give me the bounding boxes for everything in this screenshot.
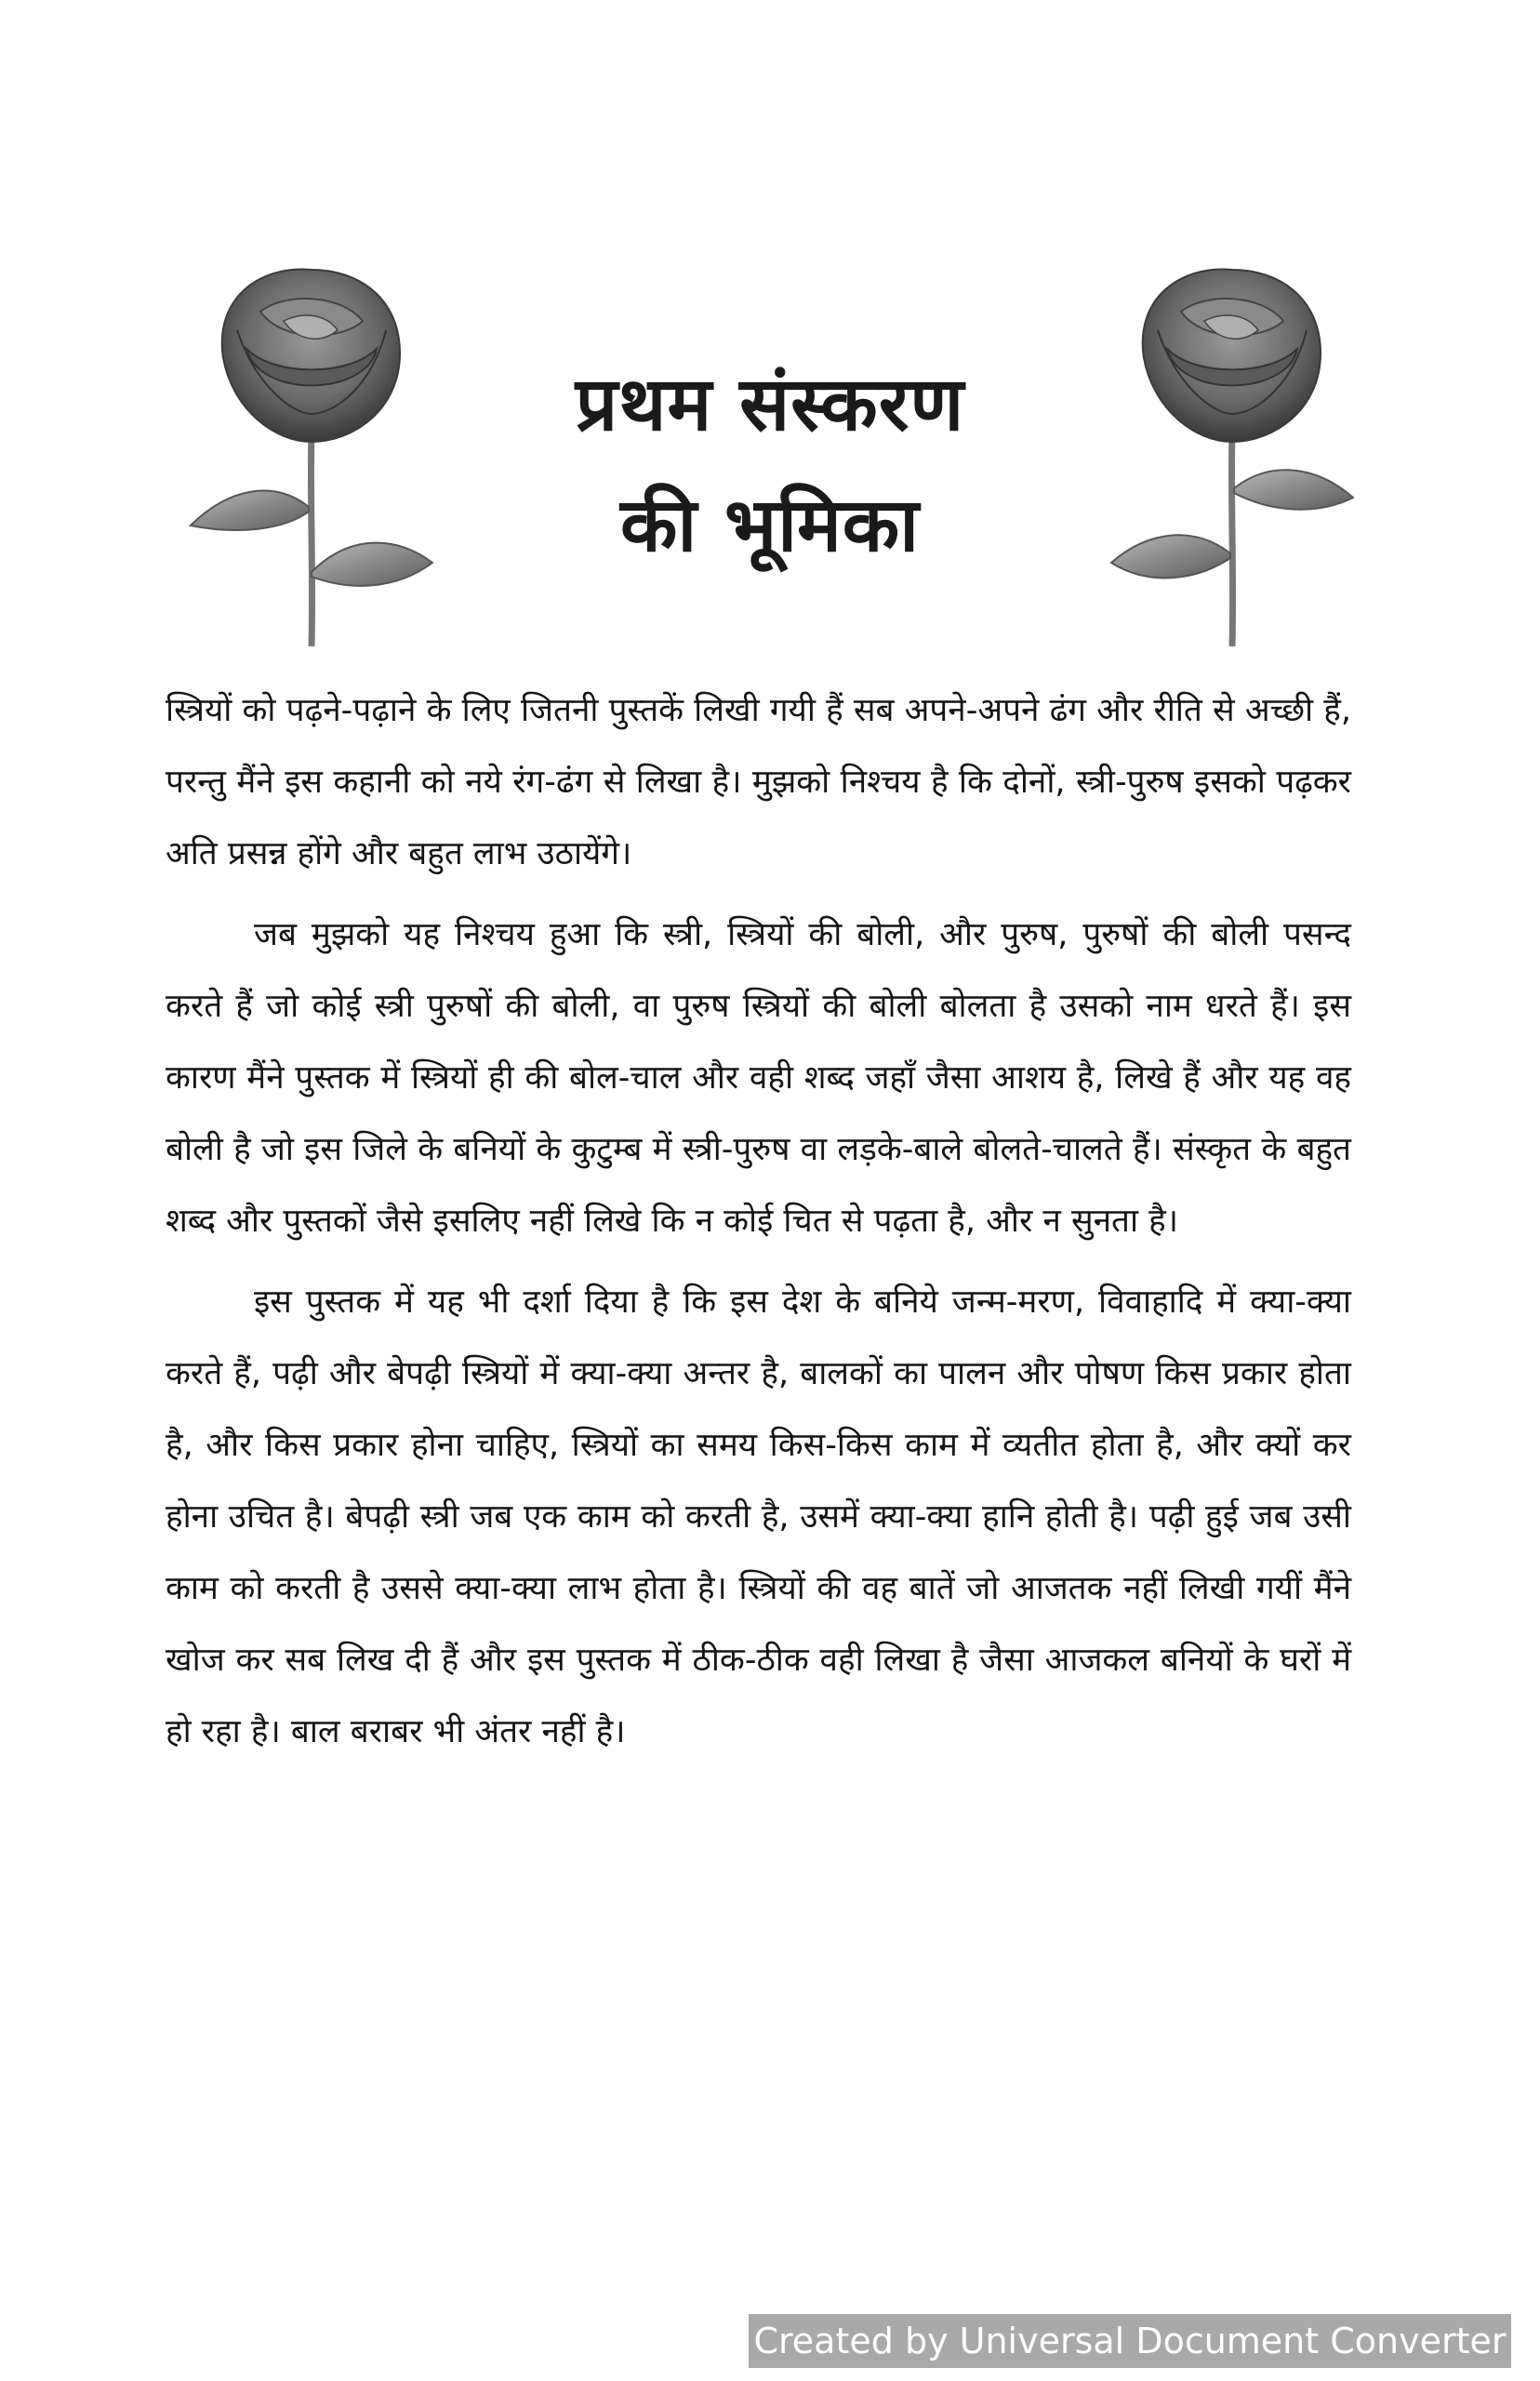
body-text [166, 675, 1351, 1777]
paragraph: जब मुझको यह निश्चय हुआ कि स्त्री, स्त्रियों की बोली, और पुरुष, पुरुषों की बोली पसन्द करते हैं जो कोई स्त्री पुरुषों की बोली, वा पुरुष स्त्रियों की बोली बोलता है उसको नाम धरते हैं। इस कारण मैंने पुस्तक में स्त्रियों ही की बोल-चाल और वही शब्द जहाँ जैसा आशय है, लिखे हैं और यह वह बोली है जो इस जिले के बनियों के कुटुम्ब में स्त्री-पुरुष वा लड़के-बाले बोलते-चालते हैं। संस्कृत के बहुत शब्द और पुस्तकों जैसे इसलिए नहीं लिखे कि न कोई चित से पढ़ता है, और न सुनता है। [166, 916, 1351, 1240]
paragraph: स्त्रियों को पढ़ने-पढ़ाने के लिए जितनी पुस्तकें लिखी गयी हैं सब अपने-अपने ढंग और रीति से अच्छी हैं, परन्तु मैंने इस कहानी को नये रंग-ढंग से लिखा है। मुझको निश्चय है कि दोनों, स्त्री-पुरुष इसको पढ़कर अति प्रसन्न होंगे और बहुत लाभ उठायेंगे। [166, 692, 1351, 872]
page-title [400, 344, 1140, 586]
watermark-banner: Created by Universal Document Converter [749, 2314, 1511, 2368]
title-line-1: प्रथम संस्करण [575, 361, 965, 447]
paragraph: इस पुस्तक में यह भी दर्शा दिया है कि इस देश के बनिये जन्म-मरण, विवाहादि में क्या-क्या करते हैं, पढ़ी और बेपढ़ी स्त्रियों में क्या-क्या अन्तर है, बालकों का पालन और पोषण किस प्रकार होता है, और किस प्रकार होना चाहिए, स्त्रियों का समय किस-किस काम में व्यतीत होता है, और क्यों कर होना उचित है। बेपढ़ी स्त्री जब एक काम को करती है, उसमें क्या-क्या हानि होती है। पढ़ी हुई जब उसी काम को करती है उससे क्या-क्या लाभ होता है। स्त्रियों की वह बातें जो आजतक नहीं लिखी गयीं मैंने खोज कर सब लिख दी हैं और इस पुस्तक में ठीक-ठीक वही लिखा है जैसा आजकल बनियों के घरों में हो रहा है। बाल बराबर भी अंतर नहीं है। [166, 1284, 1351, 1750]
title-line-2: की भूमिका [620, 482, 920, 568]
